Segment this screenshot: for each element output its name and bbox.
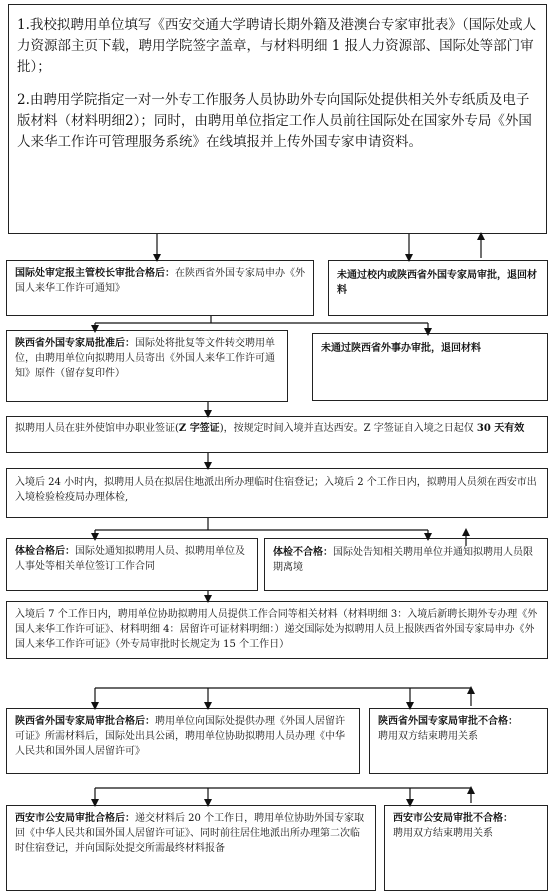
step9-rejected-text: 聘用双方结束聘用关系 bbox=[393, 828, 493, 839]
step8-rejected-text: 聘用双方结束聘用关系 bbox=[378, 731, 478, 742]
step1-paragraph1: 1.我校拟聘用单位填写《西安交通大学聘请长期外籍及港澳台专家审批表》（国际处或人力资源部主页下载，聘用学院签字盖章，与材料明细 1 报人力资源部、国际处等部门审批）； bbox=[17, 17, 537, 75]
step6-pass-text: 国际处通知拟聘用人员、拟聘用单位及人事处等相关单位签订工作合同 bbox=[15, 546, 245, 572]
step4-validity: 30 天有效 bbox=[476, 423, 525, 434]
step5-text: 入境后 24 小时内，拟聘用人员在拟居住地派出所办理临时住宿登记；入境后 2 个工作日内，拟聘用人员须在西安市出入境检验检疫局办理体检, bbox=[15, 477, 537, 503]
step8-approved-heading: 陕西省外国专家局审批合格后： bbox=[15, 716, 155, 727]
step8-approved-text: 聘用单位向国际处提供办理《外国人居留许可证》所需材料后，国际处出具公函，聘用单位协助拟聘用人员办理《中华人民共和国外国人居留许可》 bbox=[15, 716, 345, 757]
step3-approved-heading: 陕西省外国专家局批准后： bbox=[15, 338, 135, 349]
step3-approved-text: 国际处将批复等文件转交聘用单位，由聘用单位向拟聘用人员寄出《外国人来华工作许可通知》原件（留存复印件） bbox=[15, 338, 275, 379]
step2-approved-text: 在陕西省外国专家局申办《外国人来华工作许可通知》 bbox=[15, 268, 305, 294]
step4-visa-type: Z 字签证 bbox=[178, 423, 220, 434]
step8-rejected-heading: 陕西省外国专家局审批不合格： bbox=[378, 716, 518, 727]
step2-rejected-text: 未通过校内或陕西省外国专家局审批，退回材料 bbox=[337, 270, 537, 296]
step1-paragraph2: 2.由聘用学院指定一对一外专工作服务人员协助外专向国际处提供相关外专纸质及电子版材料（材料明细2）；同时，由聘用单位指定工作人员前往国际处在国家外专局《外国人来华工作许可管理服务系统》在线填报并上传外国专家申请资料。 bbox=[17, 92, 532, 150]
step6-fail-text: 国际处告知相关聘用单位并通知拟聘用人员限期离境 bbox=[273, 547, 533, 573]
step6-fail-heading: 体检不合格： bbox=[273, 547, 333, 558]
step9-approved-text: 递交材料后 20 个工作日，聘用单位协助外国专家取回《中华人民共和国外国人居留许可证》、同时前往居住地派出所办理第二次临时住宿登记，并向国际处提交所需最终材料报备 bbox=[15, 813, 365, 854]
step9-rejected-heading: 西安市公安局审批不合格： bbox=[393, 813, 513, 824]
step3-rejected-text: 未通过陕西省外事办审批，退回材料 bbox=[321, 343, 481, 354]
step4-text-a: 拟聘用人员在驻外使馆申办职业签证( bbox=[15, 423, 179, 434]
step4-text-b: )，按规定时间入境并直达西安。Z 字签证自入境之日起仅 bbox=[219, 423, 477, 434]
step2-approved-heading: 国际处审定报主管校长审批合格后： bbox=[15, 268, 175, 279]
step9-approved-heading: 西安市公安局审批合格后： bbox=[15, 813, 135, 824]
step7-text: 入境后 7 个工作日内，聘用单位协助拟聘用人员提供工作合同等相关材料（材料明细 3：入境后新聘长期外专办理《外国人来华工作许可证》、材料明细 4：居留许可证材料明细：）递交国际处为拟聘用人员上报陕西省外国专家局申办《外国人来华工作许可证》（外专局审批时长规定为 15 个工作日） bbox=[15, 609, 538, 650]
step6-pass-heading: 体检合格后： bbox=[15, 546, 75, 557]
